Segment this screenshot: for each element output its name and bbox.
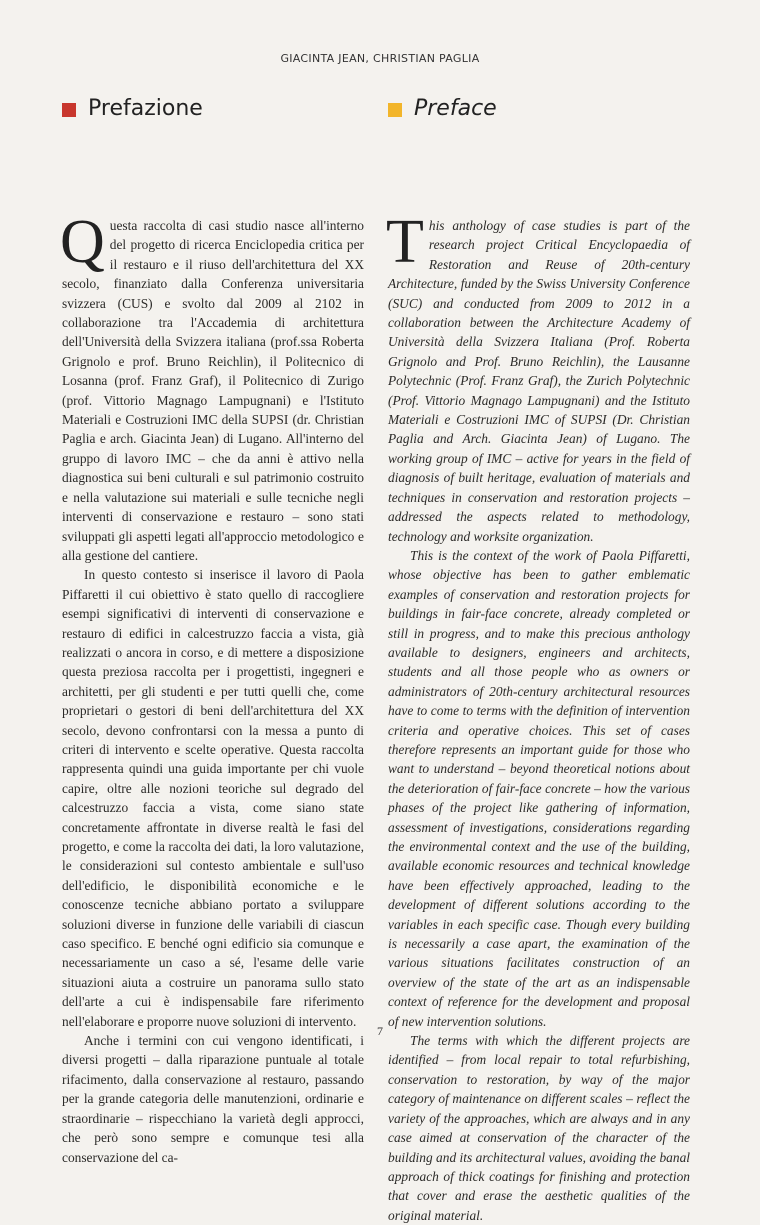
- italian-paragraph-2: In questo contesto si inserisce il lavoro di Paola Piffaretti il cui obiettivo è stato quello di raccogliere esempi significativi di interventi di conservazione e restauro di edifici in calcestruzzo faccia a vista, già realizzati o ancora in corso, e di mettere a disposizione questa preziosa raccolta per i progettisti, ingegneri e architetti, per gli studenti e per tutti quelli che, come proprietari o gestori di beni dell'architettura del XX secolo, devono confrontarsi con la messa a punto di criteri di intervento e scelte operative. Questa raccolta rappresenta quindi una guida importante per chi vuole capire, oltre alle nozioni teoriche sul degrado del calcestruzzo faccia a vista, come siano state concretamente affrontate in diverse realtà le fasi del progetto, e come la raccolta dei dati, la loro valutazione, le considerazioni sul contesto ambientale e sull'uso dell'edificio, le disponibilità economiche e le conoscenze tecniche abbiano portato a sviluppare soluzioni diverse in funzione delle variabili di ciascun caso specifico. E benché ogni edificio sia comunque e necessariamente un caso a sé, l'esame delle varie situazioni aiuta a costruire un panorama sullo stato dell'arte a cui è indispensabile fare riferimento nell'elaborare e proporre nuove soluzioni di intervento.: [62, 567, 364, 1029]
- english-column: [386, 208, 690, 1225]
- italian-paragraph-1: [60, 208, 364, 565]
- dropcap-en: T: [386, 208, 424, 276]
- italian-paragraph-1-text: uesta raccolta di casi studio nasce all'interno del progetto di ricerca Enciclopedia critica per il restauro e il riuso dell'architettura del XX secolo, finanziato dalla Conferenza universitaria svizzera (CUS) e svolto dal 2009 al 2102 in collaborazione tra l'Accademia di architettura dell'Università della Svizzera italiana (prof.ssa Roberta Grignolo e prof. Bruno Reichlin), il Politecnico di Losanna (prof. Franz Graf), il Politecnico di Zurigo (prof. Vittorio Magnago Lampugnani) e l'Istituto Materiali e Costruzioni IMC della SUPSI (dr. Christian Paglia e arch. Giacinta Jean) di Lugano. All'interno del gruppo di lavoro IMC – che da anni è attivo nella diagnostica sui beni culturali e sul patrimonio costruito e nella valutazione sui materiali e sulle tecniche negli interventi di conservazione e restauro – sono stati sviluppati gli aspetti legati all'approccio metodologico e alla gestione del cantiere.: [62, 218, 364, 563]
- dropcap-it: Q: [60, 208, 105, 276]
- english-paragraph-3: The terms with which the different projects are identified – from local repair to total refurbishing, conservation to restoration, by way of the major category of maintenance on different scales – reflect the variety of the approaches, which are always and in any case aimed at conservation of the character of the building and its architectural values, avoiding the banal approach of thick coatings for finishing and protection that cover and erase the aesthetic qualities of the original material.: [388, 1033, 690, 1223]
- english-paragraph-2: This is the context of the work of Paola Piffaretti, whose objective has been to gather emblematic examples of conservation and restoration projects for buildings in fair-face concrete, already completed or still in progress, and to make this precious anthology available to designers, engineers and architects, students and all those people who as owners or administrators of 20th-century architectural resources have to come to terms with the definition of intervention criteria and operative choices. This set of cases therefore represents an important guide for those who want to understand – beyond theoretical notions about the deterioration of fair-face concrete – how the various phases of the project like gathering of information, assessment of investigations, considerations regarding the environmental context and the use of the building, available economic resources and technical knowledge have been effectively approached, leading to the development of different solutions according to the variables in each specific case. Though every building is necessarily a case apart, the examination of the various situations facilitates construction of an overview of the state of the art as an indispensable context of reference for the development and proposal of new intervention solutions.: [388, 547, 690, 1029]
- red-square-icon: [62, 103, 76, 117]
- italian-paragraph-3: Anche i termini con cui vengono identificati, i diversi progetti – dalla riparazione puntuale al totale rifacimento, dalla conservazione al restauro, passando per la grande categoria delle manutenzioni, ordinarie e straordinarie – rispecchiano la varietà degli approcci, che però sono sempre e comunque tesi alla conservazione del ca-: [62, 1033, 364, 1165]
- page-number: 7: [377, 1024, 383, 1038]
- heading-title-it: Prefazione: [88, 96, 203, 121]
- heading-title-en: Preface: [414, 96, 497, 121]
- heading-preface: [388, 96, 497, 121]
- running-head: GIACINTA JEAN, CHRISTIAN PAGLIA: [280, 52, 480, 65]
- english-paragraph-1-text: his anthology of case studies is part of the research project Critical Encyclopaedia of Restoration and Reuse of 20th-century Architecture, funded by the Swiss University Conference (SUC) and conducted from 2009 to 2012 in a collaboration between the Architecture Academy of Università della Svizzera Italiana (Prof. Roberta Grignolo and Prof. Bruno Reichlin), the Lausanne Polytechnic (Prof. Franz Graf), the Zurich Polytechnic (Prof. Vittorio Magnago Lampugnani) and the Istituto Materiali e Costruzioni IMC of SUPSI (Dr. Christian Paglia and Arch. Giacinta Jean) of Lugano. The working group of IMC – active for years in the field of diagnosis of built heritage, evaluation of materials and techniques in conservation and restoration projects – addressed the aspects related to methodology, technology and worksite organization.: [388, 218, 690, 544]
- english-paragraph-1: [386, 208, 690, 546]
- yellow-square-icon: [388, 103, 402, 117]
- heading-prefazione: [62, 96, 203, 121]
